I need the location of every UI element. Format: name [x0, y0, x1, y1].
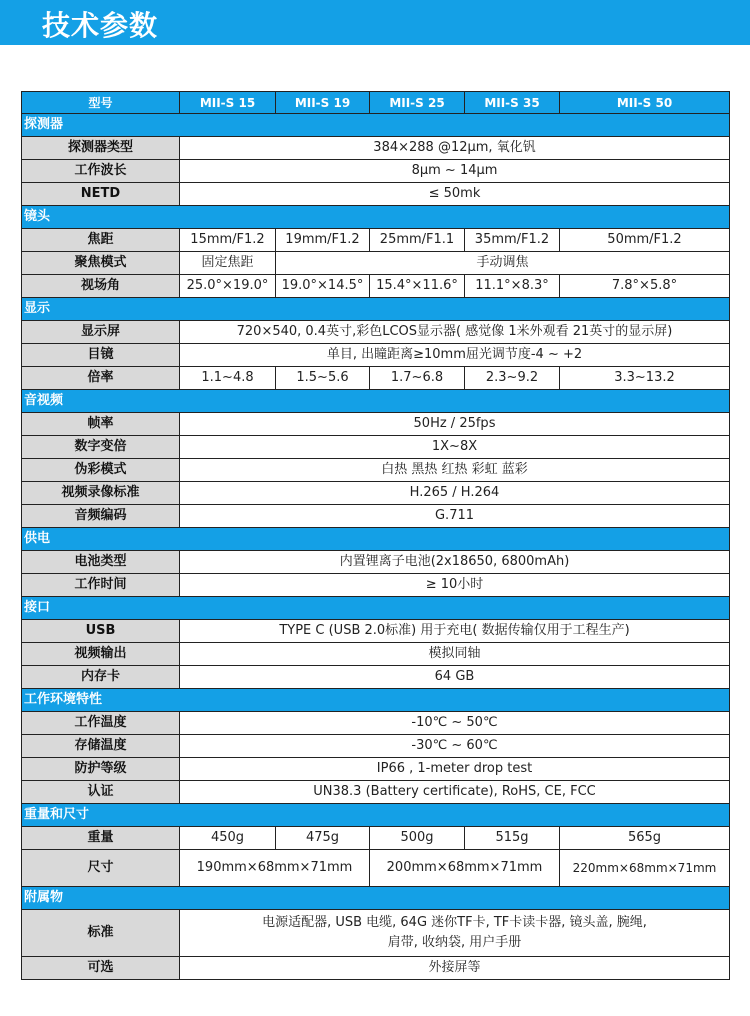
section-row — [22, 298, 730, 321]
row-label: 尺寸 — [22, 850, 180, 887]
row-label: 认证 — [22, 781, 180, 804]
row-label: NETD — [22, 183, 180, 206]
section-title: 附属物 — [22, 887, 730, 910]
row-value: 15.4°×11.6° — [370, 275, 465, 298]
row-label: 内存卡 — [22, 666, 180, 689]
table-row — [22, 827, 730, 850]
table-header-row — [22, 92, 730, 114]
row-label: 工作时间 — [22, 574, 180, 597]
section-row — [22, 206, 730, 229]
table-row — [22, 160, 730, 183]
row-label: 电池类型 — [22, 551, 180, 574]
row-value: 25.0°×19.0° — [180, 275, 276, 298]
row-value: ≥ 10小时 — [180, 574, 730, 597]
row-label: 工作温度 — [22, 712, 180, 735]
row-value: 64 GB — [180, 666, 730, 689]
model-header: MII-S 50 — [560, 92, 730, 114]
section-title: 探测器 — [22, 114, 730, 137]
row-label: 防护等级 — [22, 758, 180, 781]
section-title: 接口 — [22, 597, 730, 620]
accessories-line: 电源适配器, USB 电缆, 64G 迷你TF卡, TF卡读卡器, 镜头盖, 腕绳, — [262, 915, 647, 930]
row-label: 工作波长 — [22, 160, 180, 183]
table-row — [22, 505, 730, 528]
row-label: 目镜 — [22, 344, 180, 367]
table-row — [22, 781, 730, 804]
model-header: MII-S 35 — [465, 92, 560, 114]
model-header-label: 型号 — [22, 92, 180, 114]
section-title: 供电 — [22, 528, 730, 551]
accessories-line: 肩带, 收纳袋, 用户手册 — [387, 935, 522, 950]
section-title: 音视频 — [22, 390, 730, 413]
page-title: 技术参数 — [42, 9, 159, 42]
section-row — [22, 689, 730, 712]
section-title: 重量和尺寸 — [22, 804, 730, 827]
table-row — [22, 229, 730, 252]
section-title: 显示 — [22, 298, 730, 321]
section-title: 工作环境特性 — [22, 689, 730, 712]
row-value: 720×540, 0.4英寸,彩色LCOS显示器( 感觉像 1米外观看 21英寸的显示屏) — [180, 321, 730, 344]
section-row — [22, 804, 730, 827]
row-label: 倍率 — [22, 367, 180, 390]
row-value: 50mm/F1.2 — [560, 229, 730, 252]
row-value: 模拟同轴 — [180, 643, 730, 666]
row-value: 1.5~5.6 — [276, 367, 370, 390]
table-row — [22, 910, 730, 957]
row-value: 25mm/F1.1 — [370, 229, 465, 252]
table-row — [22, 735, 730, 758]
row-value: 500g — [370, 827, 465, 850]
title-bar — [0, 0, 750, 45]
row-label: 帧率 — [22, 413, 180, 436]
row-value: 3.3~13.2 — [560, 367, 730, 390]
model-header: MII-S 15 — [180, 92, 276, 114]
table-row — [22, 459, 730, 482]
row-value: 手动调焦 — [276, 252, 730, 275]
table-row — [22, 482, 730, 505]
row-value — [180, 910, 730, 957]
table-row — [22, 275, 730, 298]
row-value: 565g — [560, 827, 730, 850]
row-value: 8μm ~ 14μm — [180, 160, 730, 183]
row-label: 重量 — [22, 827, 180, 850]
row-value: ≤ 50mk — [180, 183, 730, 206]
section-row — [22, 887, 730, 910]
row-value: 19.0°×14.5° — [276, 275, 370, 298]
row-label: 聚焦模式 — [22, 252, 180, 275]
row-value: 内置锂离子电池(2x18650, 6800mAh) — [180, 551, 730, 574]
table-row — [22, 413, 730, 436]
row-label: 数字变倍 — [22, 436, 180, 459]
table-row — [22, 666, 730, 689]
section-row — [22, 114, 730, 137]
row-value: IP66 , 1-meter drop test — [180, 758, 730, 781]
table-row — [22, 758, 730, 781]
row-label: 标准 — [22, 910, 180, 957]
row-value: 2.3~9.2 — [465, 367, 560, 390]
table-row — [22, 367, 730, 390]
table-row — [22, 344, 730, 367]
row-label: 伪彩模式 — [22, 459, 180, 482]
row-label: USB — [22, 620, 180, 643]
table-row — [22, 574, 730, 597]
table-row — [22, 643, 730, 666]
row-value: 1.1~4.8 — [180, 367, 276, 390]
row-value: 单目, 出瞳距离≥10mm屈光调节度-4 ~ +2 — [180, 344, 730, 367]
table-row — [22, 712, 730, 735]
table-row — [22, 252, 730, 275]
model-header: MII-S 25 — [370, 92, 465, 114]
row-value: TYPE C (USB 2.0标准) 用于充电( 数据传输仅用于工程生产) — [180, 620, 730, 643]
table-row — [22, 183, 730, 206]
model-header: MII-S 19 — [276, 92, 370, 114]
row-value: 200mm×68mm×71mm — [370, 850, 560, 887]
row-value: G.711 — [180, 505, 730, 528]
row-label: 显示屏 — [22, 321, 180, 344]
row-value: H.265 / H.264 — [180, 482, 730, 505]
table-row — [22, 551, 730, 574]
section-title: 镜头 — [22, 206, 730, 229]
row-value: 19mm/F1.2 — [276, 229, 370, 252]
row-value: 515g — [465, 827, 560, 850]
row-value: 220mm×68mm×71mm — [560, 850, 730, 887]
row-value: UN38.3 (Battery certificate), RoHS, CE, FCC — [180, 781, 730, 804]
row-value: 384×288 @12μm, 氧化钒 — [180, 137, 730, 160]
row-value: 35mm/F1.2 — [465, 229, 560, 252]
table-row — [22, 850, 730, 887]
table-row — [22, 620, 730, 643]
row-value: 11.1°×8.3° — [465, 275, 560, 298]
table-row — [22, 321, 730, 344]
row-value: 50Hz / 25fps — [180, 413, 730, 436]
row-value: 7.8°×5.8° — [560, 275, 730, 298]
row-value: 15mm/F1.2 — [180, 229, 276, 252]
section-row — [22, 597, 730, 620]
row-label: 可选 — [22, 957, 180, 980]
row-value: 450g — [180, 827, 276, 850]
section-row — [22, 528, 730, 551]
row-label: 存储温度 — [22, 735, 180, 758]
row-value: 475g — [276, 827, 370, 850]
row-label: 探测器类型 — [22, 137, 180, 160]
row-label: 音频编码 — [22, 505, 180, 528]
row-label: 焦距 — [22, 229, 180, 252]
row-value: 190mm×68mm×71mm — [180, 850, 370, 887]
table-row — [22, 436, 730, 459]
row-value: 白热 黑热 红热 彩虹 蓝彩 — [180, 459, 730, 482]
table-row — [22, 957, 730, 980]
row-value: 1X~8X — [180, 436, 730, 459]
row-value: -10℃ ~ 50℃ — [180, 712, 730, 735]
row-label: 视场角 — [22, 275, 180, 298]
row-value: 1.7~6.8 — [370, 367, 465, 390]
spec-table — [21, 91, 730, 980]
row-value: 固定焦距 — [180, 252, 276, 275]
row-value: 外接屏等 — [180, 957, 730, 980]
table-row — [22, 137, 730, 160]
row-value: -30℃ ~ 60℃ — [180, 735, 730, 758]
row-label: 视频录像标准 — [22, 482, 180, 505]
row-label: 视频输出 — [22, 643, 180, 666]
section-row — [22, 390, 730, 413]
